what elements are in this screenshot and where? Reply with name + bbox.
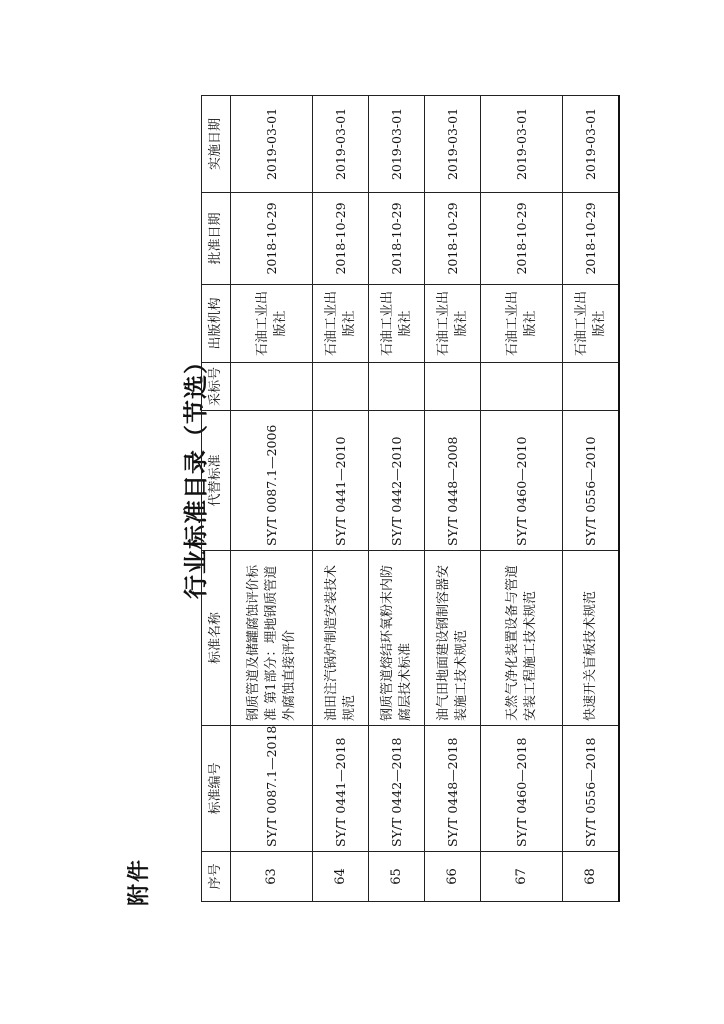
adopted-standard [231,363,313,411]
replaced-standard: SY/T 0460—2010 [481,411,563,551]
standard-code: SY/T 0556—2018 [563,726,620,852]
standard-name: 快速开关盲板技术规范 [563,551,620,726]
approval-date: 2018-10-29 [563,193,620,285]
table-row [563,96,620,902]
approval-date: 2018-10-29 [369,193,425,285]
replaced-standard: SY/T 0442—2010 [369,411,425,551]
adopted-standard [481,363,563,411]
replaced-standard: SY/T 0087.1—2006 [231,411,313,551]
standard-name: 油气田地面建设钢制容器安装施工技术规范 [425,551,481,726]
effective-date: 2019-03-01 [481,96,563,193]
adopted-standard [425,363,481,411]
table-row [425,96,481,902]
header-cell: 采标号 [202,363,231,411]
table-row [231,96,313,902]
row-number: 64 [313,852,369,902]
row-number: 65 [369,852,425,902]
standard-code: SY/T 0460—2018 [481,726,563,852]
row-number: 67 [481,852,563,902]
publisher: 石油工业出版社 [313,285,369,363]
header-cell: 批准日期 [202,193,231,285]
effective-date: 2019-03-01 [231,96,313,193]
replaced-standard: SY/T 0556—2010 [563,411,620,551]
header-cell: 序号 [202,852,231,902]
adopted-standard [563,363,620,411]
standard-name: 油田注汽锅炉制造安装技术规范 [313,551,369,726]
replaced-standard: SY/T 0441—2010 [313,411,369,551]
table-row [313,96,369,902]
standard-name: 钢质管道熔结环氧粉末内防腐层技术标准 [369,551,425,726]
standard-code: SY/T 0441—2018 [313,726,369,852]
standard-code: SY/T 0442—2018 [369,726,425,852]
header-cell: 实施日期 [202,96,231,193]
replaced-standard: SY/T 0448—2008 [425,411,481,551]
header-cell: 标准编号 [202,726,231,852]
row-number: 63 [231,852,313,902]
effective-date: 2019-03-01 [425,96,481,193]
publisher: 石油工业出版社 [563,285,620,363]
standard-name: 钢质管道及储罐腐蚀评价标准 第1部分：埋地钢质管道外腐蚀直接评价 [231,551,313,726]
adopted-standard [313,363,369,411]
header-cell: 出版机构 [202,285,231,363]
effective-date: 2019-03-01 [313,96,369,193]
page-title: 行业标准目录（节选） [182,349,210,599]
adopted-standard [369,363,425,411]
publisher: 石油工业出版社 [369,285,425,363]
standard-name: 天然气净化装置设备与管道安装工程施工技术规范 [481,551,563,726]
row-number: 68 [563,852,620,902]
header-cell: 代替标准 [202,411,231,551]
effective-date: 2019-03-01 [369,96,425,193]
standard-code: SY/T 0087.1—2018 [231,726,313,852]
approval-date: 2018-10-29 [231,193,313,285]
row-number: 66 [425,852,481,902]
publisher: 石油工业出版社 [231,285,313,363]
standard-code: SY/T 0448—2018 [425,726,481,852]
header-cell: 标准名称 [202,551,231,726]
approval-date: 2018-10-29 [313,193,369,285]
table-header-row [202,96,231,902]
publisher: 石油工业出版社 [425,285,481,363]
table-row [369,96,425,902]
approval-date: 2018-10-29 [425,193,481,285]
publisher: 石油工业出版社 [481,285,563,363]
attachment-label: 附件 [127,857,152,906]
approval-date: 2018-10-29 [481,193,563,285]
table-row [481,96,563,902]
standards-table [201,95,620,902]
effective-date: 2019-03-01 [563,96,620,193]
